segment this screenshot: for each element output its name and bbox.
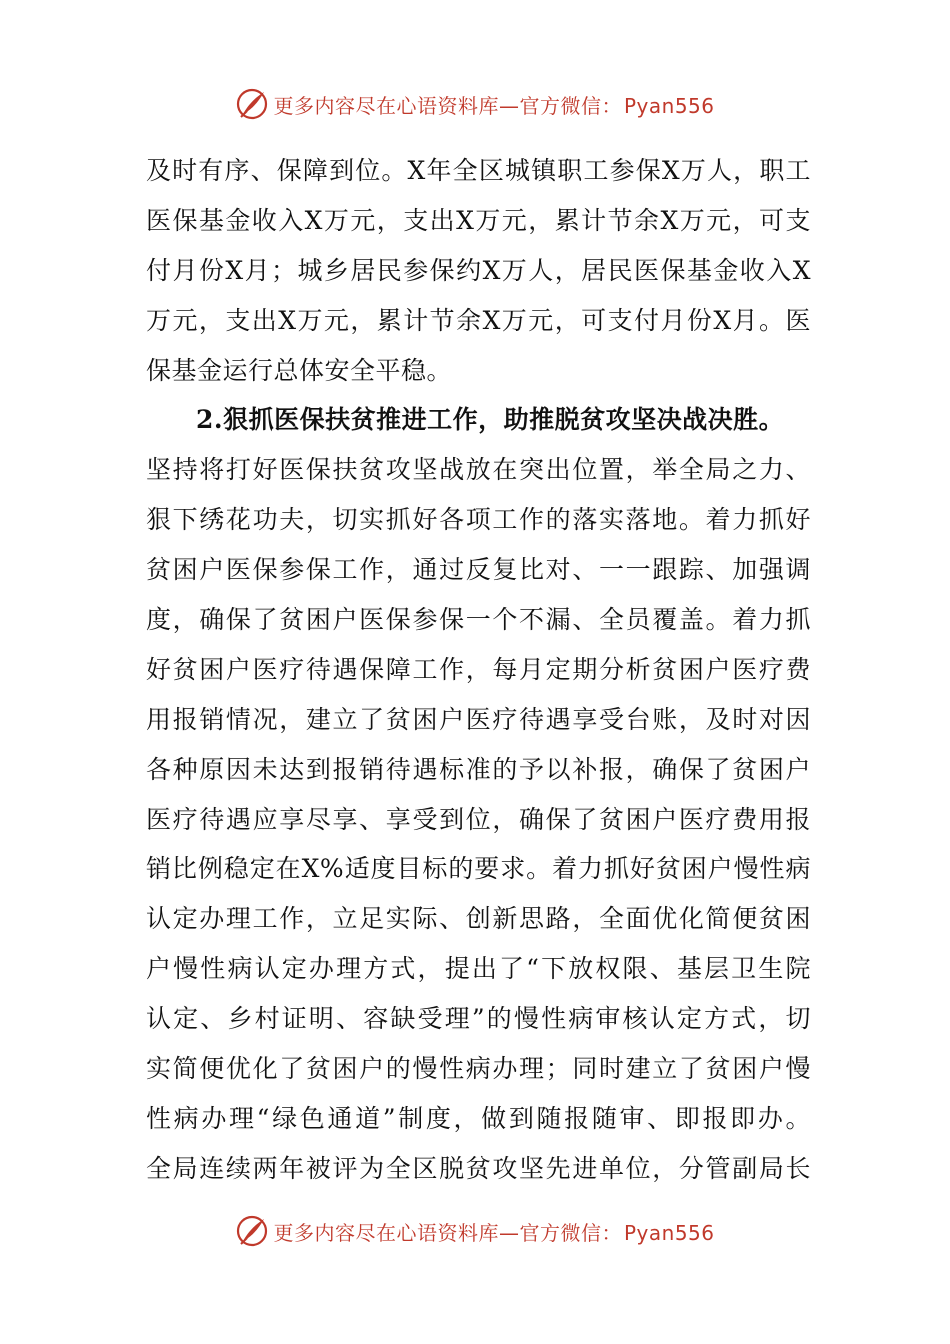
banner-text: 更多内容尽在心语资料库—官方微信： Pyan556 bbox=[273, 93, 715, 118]
quill-pen-logo-icon bbox=[235, 87, 269, 121]
text-line: 各种原因未达到报销待遇标准的予以补报，确保了贫困户 bbox=[146, 754, 811, 784]
text-line: 认定、乡村证明、容缺受理”的慢性病审核认定方式，切 bbox=[146, 1004, 811, 1034]
text-line: 性病办理“绿色通道”制度，做到随报随审、即报即办。 bbox=[146, 1103, 811, 1133]
text-line: 狠下绣花功夫，切实抓好各项工作的落实落地。着力抓好 bbox=[146, 505, 811, 535]
text-line: 保基金运行总体安全平稳。 bbox=[146, 355, 453, 385]
text-line: 好贫困户医疗待遇保障工作，每月定期分析贫困户医疗费 bbox=[146, 654, 811, 684]
header-banner bbox=[0, 84, 950, 124]
text-line: 贫困户医保参保工作，通过反复比对、一一跟踪、加强调 bbox=[146, 555, 811, 585]
text-line: 坚持将打好医保扶贫攻坚战放在突出位置，举全局之力、 bbox=[146, 455, 811, 485]
text-line: 及时有序、保障到位。X年全区城镇职工参保X万人，职工 bbox=[146, 156, 811, 185]
text-line: 全局连续两年被评为全区脱贫攻坚先进单位，分管副局长 bbox=[146, 1153, 811, 1183]
text-line: 医疗待遇应享尽享、享受到位，确保了贫困户医疗费用报 bbox=[146, 804, 811, 834]
document-body bbox=[146, 146, 811, 1194]
text-line: 用报销情况，建立了贫困户医疗待遇享受台账，及时对因 bbox=[146, 704, 811, 734]
wechat-id: Pyan556 bbox=[623, 1220, 715, 1245]
text-line: 度，确保了贫困户医保参保一个不漏、全员覆盖。着力抓 bbox=[146, 605, 811, 635]
wechat-id: Pyan556 bbox=[623, 93, 715, 118]
text-line: 销比例稳定在X%适度目标的要求。着力抓好贫困户慢性病 bbox=[146, 854, 811, 884]
text-line: 认定办理工作，立足实际、创新思路，全面优化简便贫困 bbox=[146, 904, 811, 934]
banner-text: 更多内容尽在心语资料库—官方微信： Pyan556 bbox=[273, 1220, 715, 1245]
section-heading: 2.狠抓医保扶贫推进工作，助推脱贫攻坚决战决胜。 bbox=[196, 405, 785, 435]
text-line: 医保基金收入X万元，支出X万元，累计节余X万元，可支 bbox=[146, 205, 811, 235]
quill-pen-logo-icon bbox=[235, 1214, 269, 1248]
text-line: 万元，支出X万元，累计节余X万元，可支付月份X月。医 bbox=[146, 305, 811, 335]
text-line: 实简便优化了贫困户的慢性病办理；同时建立了贫困户慢 bbox=[146, 1054, 811, 1084]
footer-banner bbox=[0, 1211, 950, 1251]
text-line: 户慢性病认定办理方式，提出了“下放权限、基层卫生院 bbox=[146, 954, 811, 984]
text-line: 付月份X月；城乡居民参保约X万人，居民医保基金收入X bbox=[146, 255, 811, 285]
